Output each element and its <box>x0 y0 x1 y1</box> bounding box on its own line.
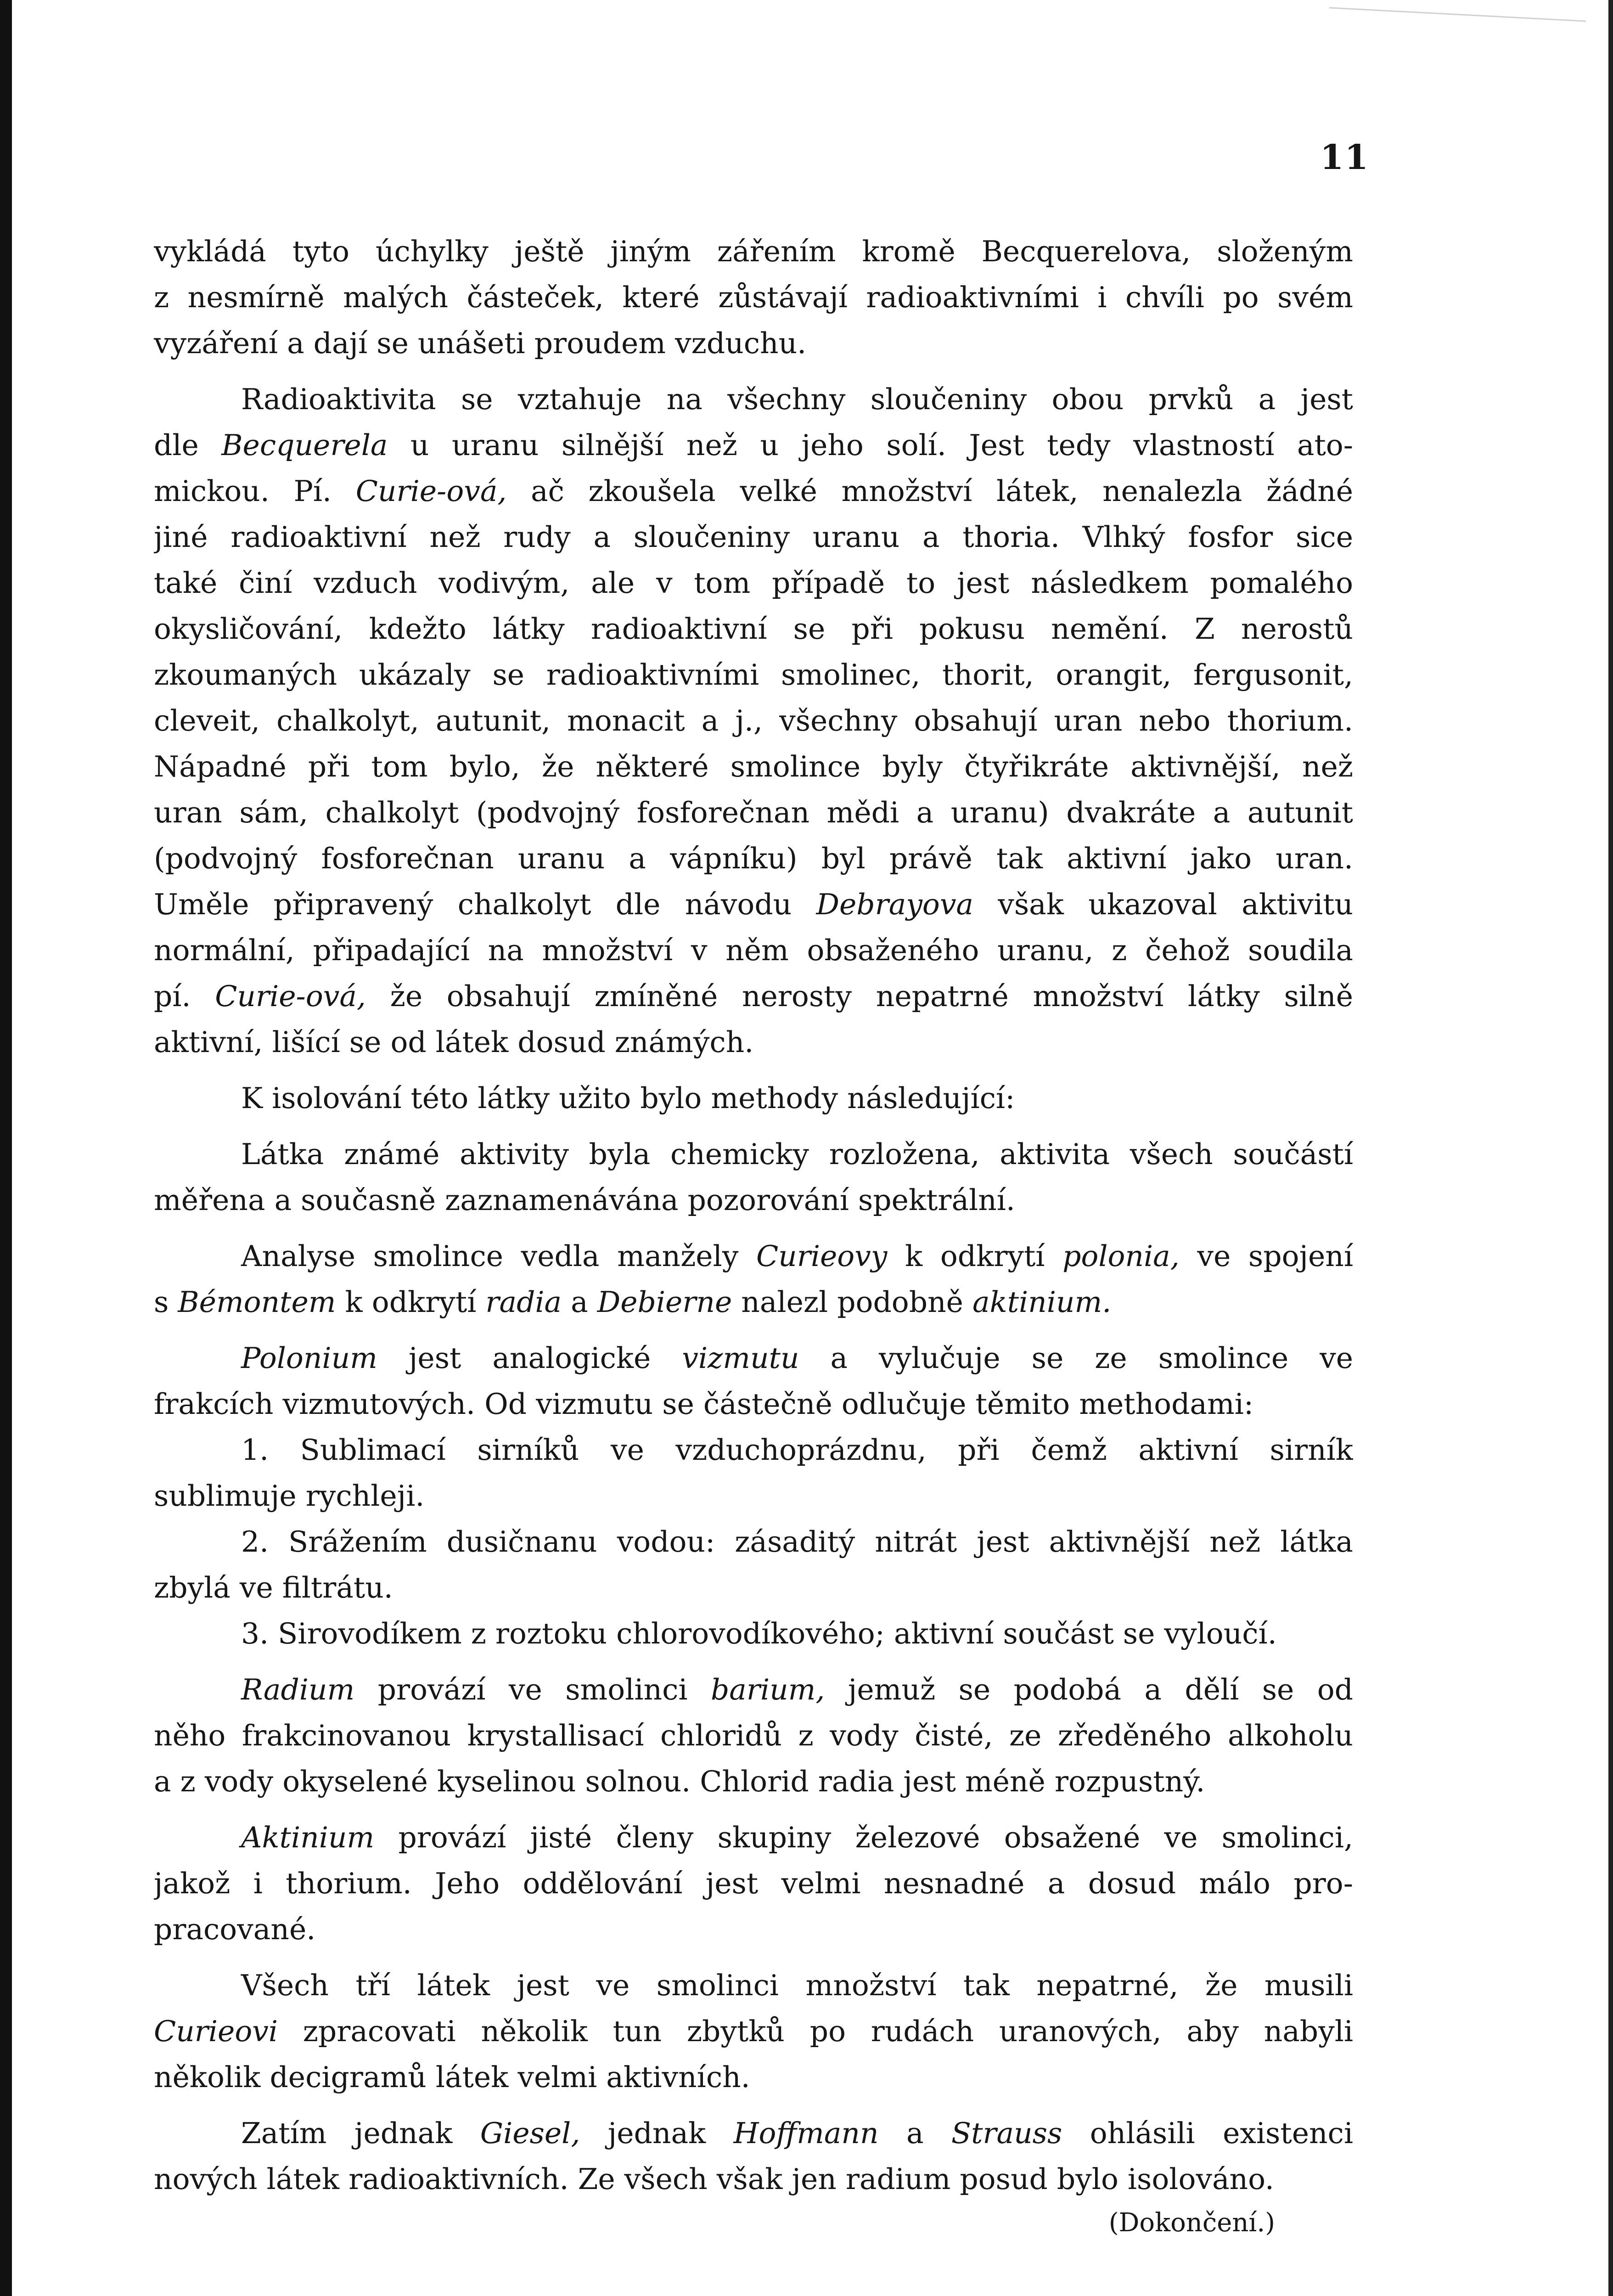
text-line <box>154 836 1353 882</box>
text-line <box>154 1815 1353 1861</box>
text-line <box>154 321 1353 366</box>
text-line <box>154 1611 1353 1657</box>
text-run: Látka známé aktivity byla chemicky rozložena, aktivita všech součástí <box>241 1137 1353 1171</box>
text-run: u uranu silnější než u jeho solí. Jest tedy vlastností ato- <box>388 428 1353 462</box>
paragraph <box>154 1335 1353 1427</box>
text-run: a <box>878 2116 951 2150</box>
text-line <box>154 1519 1353 1565</box>
italic-name: Polonium <box>241 1341 377 1375</box>
text-run: provází ve smolinci <box>354 1673 711 1706</box>
text-run: zbylá ve filtrátu. <box>154 1571 393 1604</box>
italic-name: radia <box>485 1285 562 1319</box>
italic-name: Aktinium <box>241 1821 375 1854</box>
text-run: Všech tří látek jest ve smolinci množství tak nepatrné, že musili <box>241 1969 1353 2002</box>
text-run: také činí vzduch vodivým, ale v tom případě to jest následkem pomalého <box>154 566 1353 600</box>
italic-name: aktinium. <box>972 1285 1112 1319</box>
text-line <box>154 560 1353 606</box>
text-run: Zatím jednak <box>241 2116 480 2150</box>
italic-name: Curieovy <box>756 1239 888 1273</box>
text-line <box>154 744 1353 790</box>
paragraph <box>154 1815 1353 1953</box>
italic-name: Bémontem <box>178 1285 336 1319</box>
text-run: a vylučuje se ze smolince ve <box>799 1341 1353 1375</box>
text-run: pracované. <box>154 1913 316 1946</box>
text-run: jest analogické <box>377 1341 682 1375</box>
text-line <box>154 1861 1353 1907</box>
paragraph <box>154 1611 1353 1657</box>
text-run: aktivní, lišící se od látek dosud známých. <box>154 1025 754 1059</box>
italic-name: Curieovi <box>154 2015 278 2048</box>
italic-name: vizmutu <box>682 1341 799 1375</box>
text-line <box>154 1667 1353 1713</box>
text-line <box>154 514 1353 560</box>
text-run: jiné radioaktivní než rudy a sloučeniny uranu a thoria. Vlhký fosfor sice <box>154 520 1353 554</box>
text-run: ač zkoušela velké množství látek, nenalezla žádné <box>506 474 1353 508</box>
text-line <box>154 377 1353 422</box>
text-line <box>154 422 1353 468</box>
text-run: Uměle připravený chalkolyt dle návodu <box>154 888 816 921</box>
text-line <box>154 606 1353 652</box>
text-run: jemuž se podobá a dělí se od <box>825 1673 1353 1706</box>
text-run: s <box>154 1285 178 1319</box>
text-line <box>154 1335 1353 1381</box>
italic-name: Debierne <box>597 1285 732 1319</box>
scan-border-right <box>1608 0 1613 2296</box>
text-line <box>154 1963 1353 2009</box>
body-text <box>154 229 1353 2244</box>
text-run: Radioaktivita se vztahuje na všechny sloučeniny obou prvků a jest <box>241 383 1353 416</box>
text-run: k odkrytí <box>887 1239 1063 1273</box>
text-line <box>154 2156 1353 2202</box>
text-run: provází jisté členy skupiny železové obsažené ve smolinci, <box>374 1821 1353 1854</box>
text-run: jakož i thorium. Jeho oddělování jest velmi nesnadné a dosud málo pro- <box>154 1867 1353 1900</box>
text-run: frakcích vizmutových. Od vizmutu se částečně odlučuje těmito methodami: <box>154 1387 1254 1421</box>
text-run: 1. Sublimací sirníků ve vzduchoprázdnu, při čemž aktivní sirník <box>241 1433 1353 1467</box>
text-line <box>154 1381 1353 1427</box>
italic-name: Curie-ová, <box>215 979 366 1013</box>
paragraph <box>154 1427 1353 1519</box>
italic-name: barium, <box>710 1673 825 1706</box>
text-line <box>154 1473 1353 1519</box>
text-run: okysličování, kdežto látky radioaktivní se při pokusu nemění. Z nerostů <box>154 612 1353 646</box>
text-line <box>154 928 1353 974</box>
text-run: měřena a současně zaznamenávána pozorování spektrální. <box>154 1183 1015 1217</box>
text-run: pí. <box>154 979 215 1013</box>
text-run: zkoumaných ukázaly se radioaktivními smolinec, thorit, orangit, fergusonit, <box>154 658 1353 692</box>
text-run: dle <box>154 428 222 462</box>
text-line <box>154 1713 1353 1759</box>
text-run: nových látek radioaktivních. Ze všech však jen radium posud bylo isolováno. <box>154 2162 1274 2196</box>
italic-name: Giesel, <box>480 2116 580 2150</box>
text-line <box>154 1279 1353 1325</box>
paragraph <box>154 1131 1353 1223</box>
scan-smudge <box>1328 7 1586 49</box>
text-line <box>154 275 1353 321</box>
text-line <box>154 1233 1353 1279</box>
text-run: k odkrytí <box>336 1285 486 1319</box>
text-line <box>154 2110 1353 2156</box>
italic-name: Curie-ová, <box>355 474 507 508</box>
scan-border-left <box>0 0 12 2296</box>
text-run: sublimuje rychleji. <box>154 1479 425 1513</box>
text-run: uran sám, chalkolyt (podvojný fosforečnan mědi a uranu) dvakráte a autunit <box>154 796 1353 829</box>
text-run: a z vody okyselené kyselinou solnou. Chlorid radia jest méně rozpustný. <box>154 1765 1205 1798</box>
text-run: zpracovati několik tun zbytků po rudách uranových, aby nabyli <box>278 2015 1353 2048</box>
text-line <box>154 2009 1353 2054</box>
paragraph <box>154 1667 1353 1805</box>
text-line <box>154 790 1353 836</box>
text-line <box>154 1131 1353 1177</box>
text-line <box>154 468 1353 514</box>
text-line <box>154 1759 1353 1805</box>
text-line <box>154 1019 1353 1065</box>
italic-name: Becquerela <box>221 428 388 462</box>
text-line <box>154 1907 1353 1953</box>
text-run: (podvojný fosforečnan uranu a vápníku) byl právě tak aktivní jako uran. <box>154 842 1353 875</box>
text-run: normální, připadající na množství v něm obsaženého uranu, z čehož soudila <box>154 934 1353 967</box>
text-run: z nesmírně malých částeček, které zůstávají radioaktivními i chvíli po svém <box>154 281 1353 314</box>
text-run: vykládá tyto úchylky ještě jiným zářením kromě Becquerelova, složeným <box>154 235 1353 268</box>
text-line <box>154 1427 1353 1473</box>
paragraph <box>154 1233 1353 1325</box>
text-line <box>154 652 1353 698</box>
italic-name: Debrayova <box>816 888 973 921</box>
text-run: 3. Sirovodíkem z roztoku chlorovodíkového; aktivní součást se vyloučí. <box>241 1617 1277 1650</box>
text-line <box>154 1565 1353 1611</box>
text-run: cleveit, chalkolyt, autunit, monacit a j., všechny obsahují uran nebo thorium. <box>154 704 1353 737</box>
text-run: vyzáření a dají se unášeti proudem vzduchu. <box>154 326 807 360</box>
page-number: 11 <box>1320 138 1369 177</box>
italic-name: Radium <box>241 1673 355 1706</box>
text-run: Nápadné při tom bylo, že některé smolince byly čtyřikráte aktivnější, než <box>154 750 1353 783</box>
text-line <box>154 882 1353 928</box>
text-run: jednak <box>580 2116 734 2150</box>
text-run: ve spojení <box>1179 1239 1353 1273</box>
text-run: několik decigramů látek velmi aktivních. <box>154 2060 750 2094</box>
text-run: a <box>562 1285 597 1319</box>
text-line <box>154 974 1353 1019</box>
text-run: Analyse smolince vedla manžely <box>241 1239 756 1273</box>
text-line <box>154 1177 1353 1223</box>
paragraph <box>154 229 1353 366</box>
text-run: mickou. Pí. <box>154 474 356 508</box>
italic-name: polonia, <box>1062 1239 1180 1273</box>
text-line <box>154 698 1353 744</box>
paragraph <box>154 377 1353 1065</box>
text-run: 2. Srážením dusičnanu vodou: zásaditý nitrát jest aktivnější než látka <box>241 1525 1353 1559</box>
text-run: že obsahují zmíněné nerosty nepatrné množství látky silně <box>365 979 1353 1013</box>
text-run: ohlásili existenci <box>1062 2116 1353 2150</box>
text-run: však ukazoval aktivitu <box>973 888 1353 921</box>
text-line <box>154 2054 1353 2100</box>
text-run: K isolování této látky užito bylo methody následující: <box>241 1081 1015 1115</box>
italic-name: Strauss <box>951 2116 1062 2150</box>
text-run: něho frakcinovanou krystallisací chloridů z vody čisté, ze zředěného alkoholu <box>154 1719 1353 1752</box>
closing-note: (Dokončení.) <box>1108 2208 1275 2238</box>
text-line <box>154 1075 1353 1121</box>
paragraph <box>154 1519 1353 1611</box>
italic-name: Hoffmann <box>733 2116 879 2150</box>
paragraph <box>154 2110 1353 2202</box>
paragraph <box>154 1963 1353 2100</box>
text-run: nalezl podobně <box>732 1285 972 1319</box>
paragraph <box>154 1075 1353 1121</box>
text-line <box>154 229 1353 275</box>
